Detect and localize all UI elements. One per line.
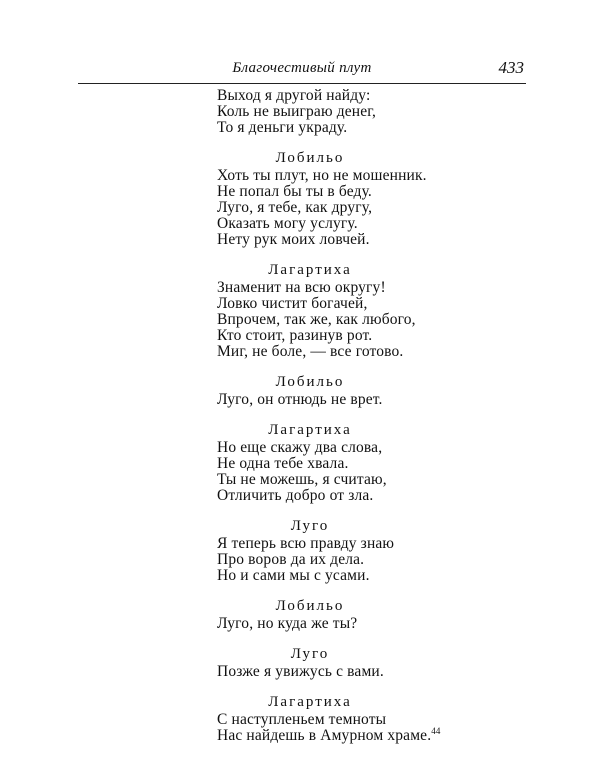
verse-line: Ловко чистит богачей, bbox=[217, 295, 368, 312]
speaker-name: Лобильо bbox=[275, 598, 345, 614]
verse-line: Про воров да их дела. bbox=[217, 551, 365, 568]
verse-block bbox=[217, 694, 517, 744]
verse-block bbox=[217, 88, 517, 136]
verse-line: Кто стоит, разинув рот. bbox=[217, 327, 373, 344]
verse-block bbox=[217, 598, 517, 632]
speaker-name: Лобильо bbox=[275, 374, 345, 390]
verse-block bbox=[217, 262, 517, 360]
page-header bbox=[78, 58, 526, 82]
verse-line: Впрочем, так же, как любого, bbox=[217, 311, 416, 328]
header-rule bbox=[78, 83, 526, 84]
verse-line: Луго, он отнюдь не врет. bbox=[217, 391, 383, 408]
verse-line: То я деньги украду. bbox=[217, 119, 348, 136]
speaker-name: Лобильо bbox=[275, 150, 345, 166]
verse-line: Миг, не боле, — все готово. bbox=[217, 343, 404, 360]
speaker-name: Лагартиха bbox=[268, 262, 352, 278]
speaker-name: Луго bbox=[290, 646, 330, 662]
verse-text bbox=[217, 88, 517, 744]
speaker-name: Луго bbox=[290, 518, 330, 534]
verse-block bbox=[217, 150, 517, 248]
footnote-marker: 44 bbox=[431, 725, 441, 736]
verse-line: Выход я другой найду: bbox=[217, 87, 371, 104]
verse-line bbox=[217, 725, 517, 744]
verse-line: Не одна тебе хвала. bbox=[217, 455, 349, 472]
verse-line: С наступленьем темноты bbox=[217, 711, 387, 728]
verse-line: Знаменит на всю округу! bbox=[217, 279, 386, 296]
verse-line: Не попал бы ты в беду. bbox=[217, 183, 372, 200]
verse-line: Позже я увижусь с вами. bbox=[217, 663, 384, 680]
verse-line: Но еще скажу два слова, bbox=[217, 439, 383, 456]
verse-block bbox=[217, 422, 517, 504]
verse-line: Ты не можешь, я считаю, bbox=[217, 471, 387, 488]
verse-line: Но и сами мы с усами. bbox=[217, 567, 370, 584]
verse-block bbox=[217, 374, 517, 408]
running-title: Благочестивый плут bbox=[232, 60, 372, 76]
verse-line: Хоть ты плут, но не мошенник. bbox=[217, 167, 427, 184]
speaker-name: Лагартиха bbox=[268, 694, 352, 710]
verse-line: Луго, но куда же ты? bbox=[217, 615, 358, 632]
page-number: 433 bbox=[498, 58, 524, 77]
verse-line: Луго, я тебе, как другу, bbox=[217, 199, 373, 216]
verse-block bbox=[217, 518, 517, 584]
verse-line: Отличить добро от зла. bbox=[217, 487, 374, 504]
verse-line: Нету рук моих ловчей. bbox=[217, 231, 370, 248]
speaker-name: Лагартиха bbox=[268, 422, 352, 438]
verse-line: Оказать могу услугу. bbox=[217, 215, 358, 232]
verse-block bbox=[217, 646, 517, 680]
verse-line: Коль не выиграю денег, bbox=[217, 103, 377, 120]
verse-line-text: Нас найдешь в Амурном храме. bbox=[217, 727, 432, 744]
verse-line: Я теперь всю правду знаю bbox=[217, 535, 395, 552]
